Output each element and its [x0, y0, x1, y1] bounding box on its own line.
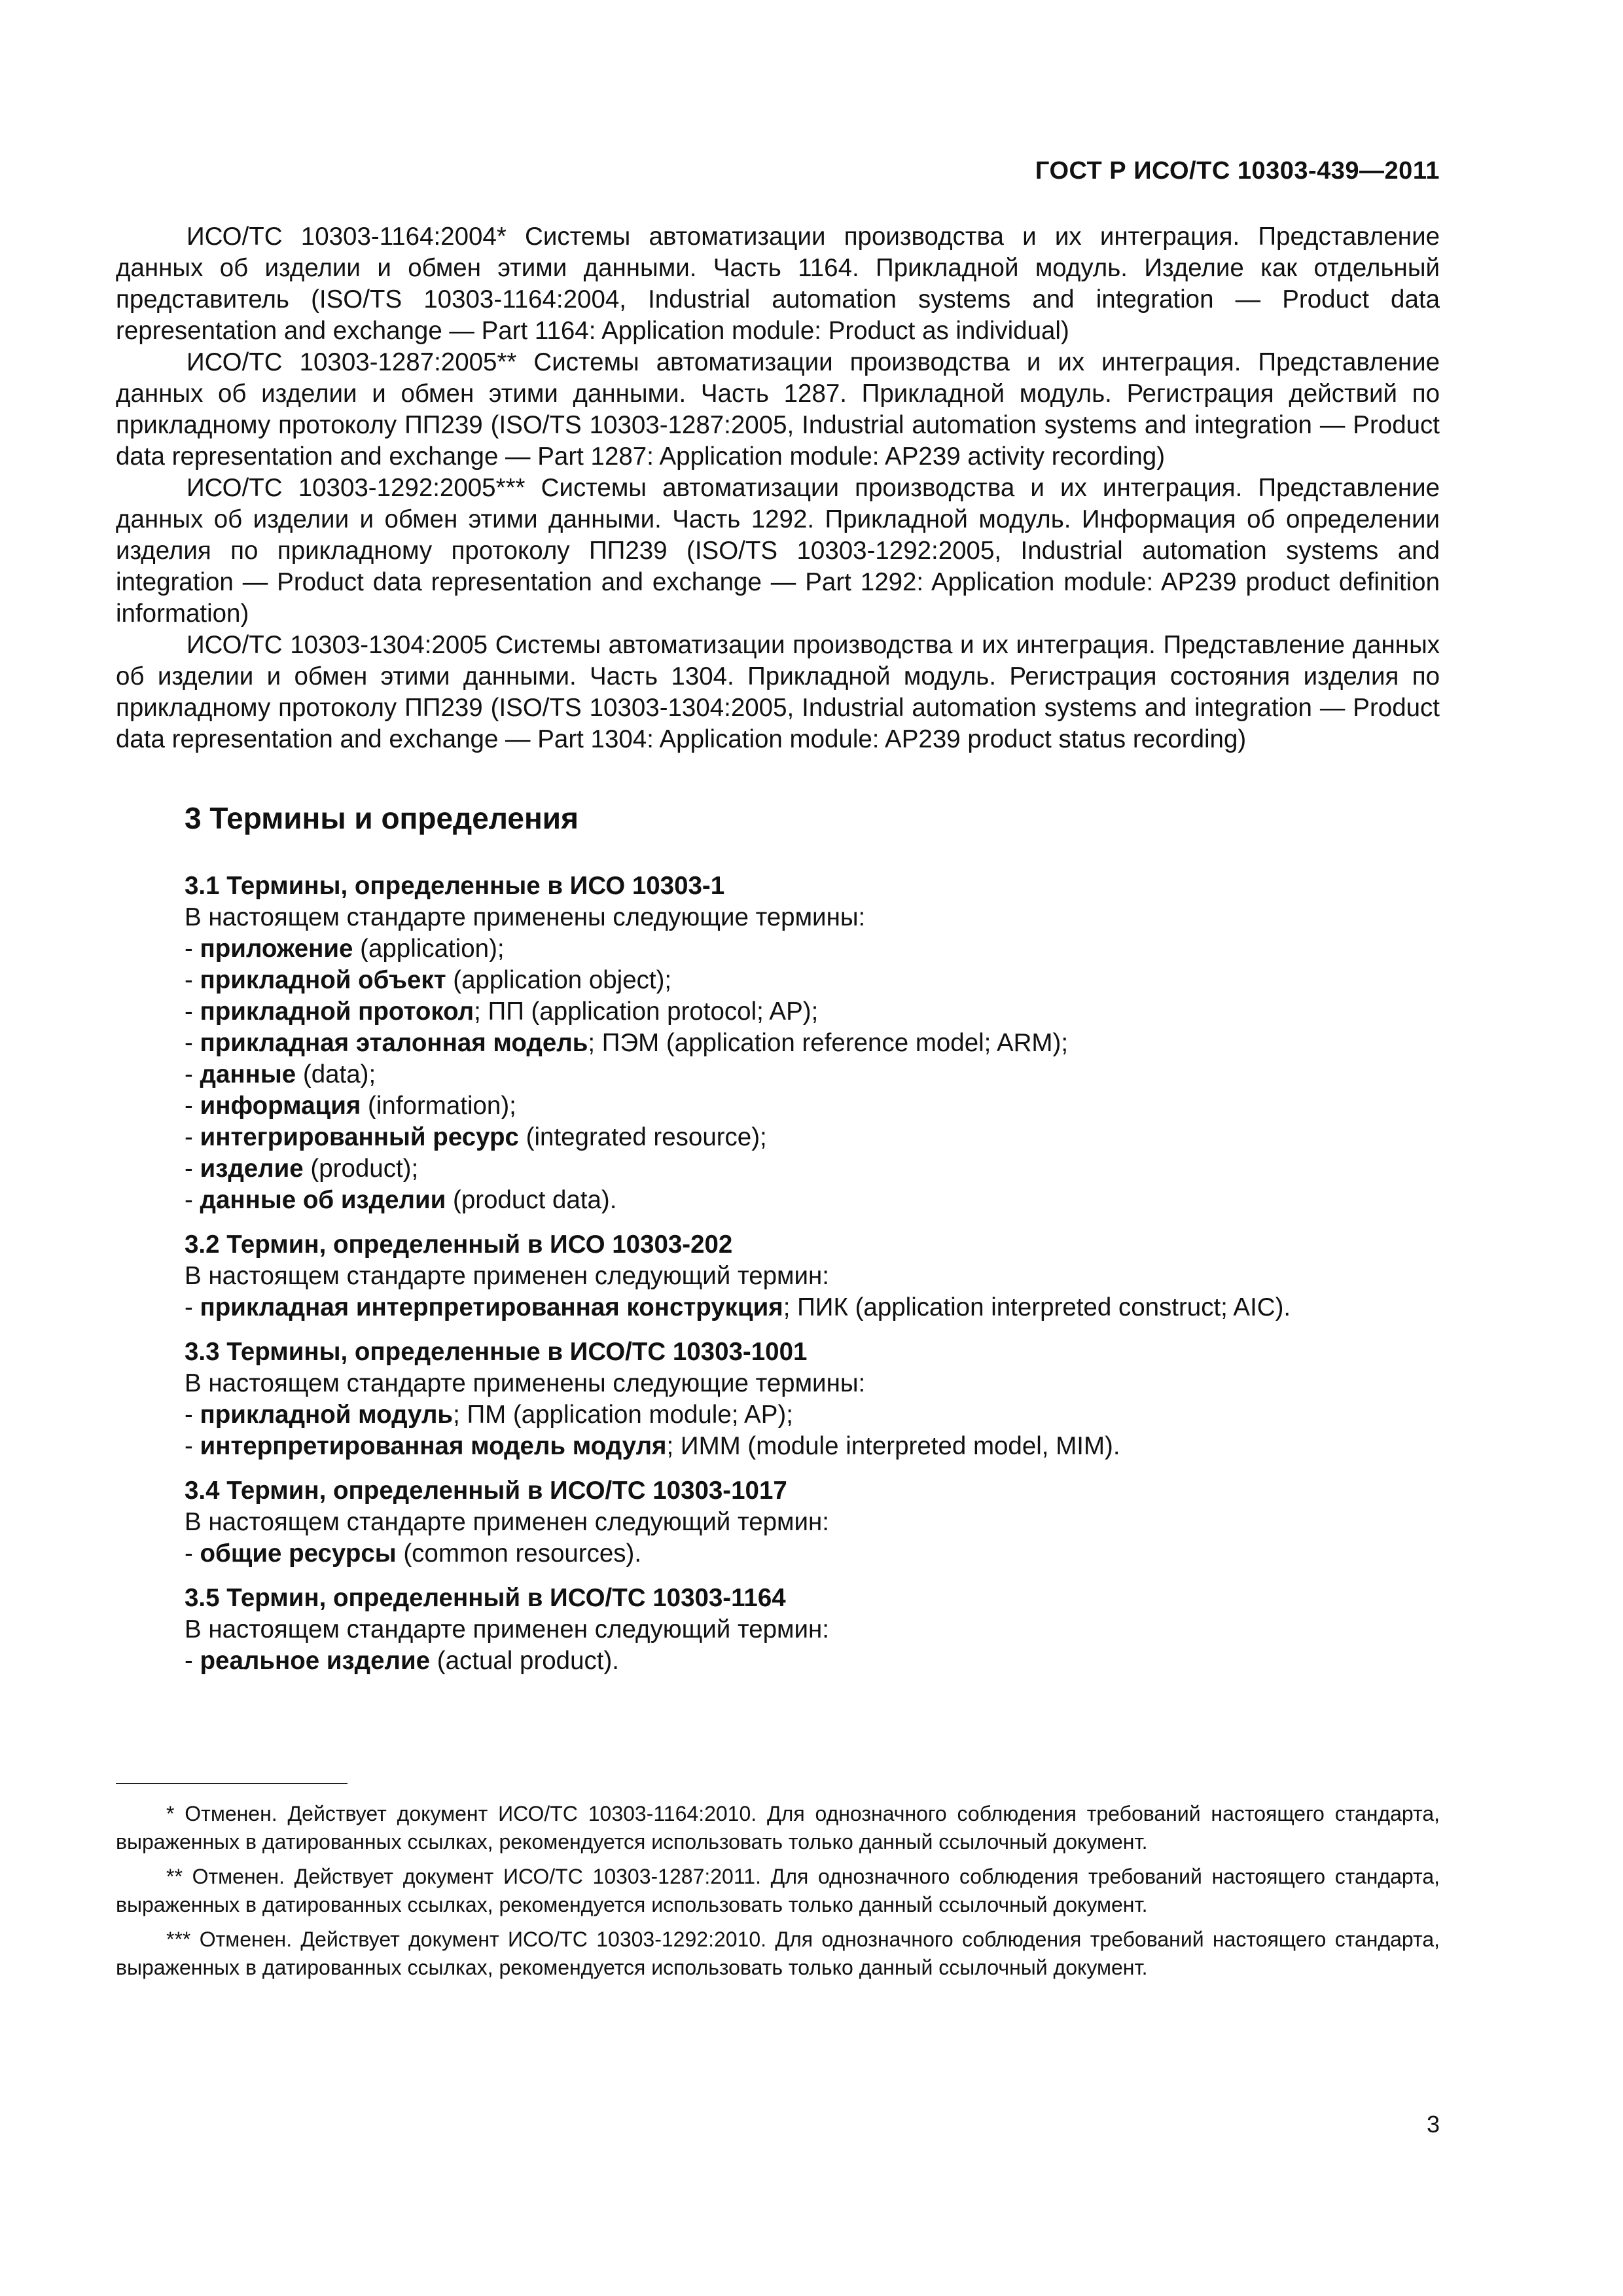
list-dash: -: [185, 966, 200, 994]
term-translation: (information);: [361, 1092, 516, 1120]
term-name: прикладной протокол: [200, 997, 474, 1026]
subsection-heading: 3.2 Термин, определенный в ИСО 10303-202: [185, 1230, 733, 1259]
footnote-3: *** Отменен. Действует документ ИСО/ТС 10303-1292:2010. Для однозначного соблюдения требований настоящего стандарта, выраженных в датированных ссылках, рекомендуется использовать только данный ссылочный документ.: [116, 1928, 1440, 1979]
page-content: [116, 221, 1440, 1690]
term-name: изделие: [200, 1155, 304, 1183]
term-item: [185, 1292, 1440, 1323]
term-item: [185, 1538, 1440, 1570]
subsection-3-3: [116, 1336, 1440, 1462]
term-item: [185, 1059, 1440, 1090]
intro-text: В настоящем стандарте применен следующий термин:: [185, 1262, 829, 1290]
term-translation: (application);: [353, 935, 505, 963]
term-name: информация: [200, 1092, 361, 1120]
term-item: [185, 1153, 1440, 1185]
term-item: [185, 1399, 1440, 1431]
list-dash: -: [185, 1092, 200, 1120]
term-translation: (application object);: [446, 966, 672, 994]
list-dash: -: [185, 1060, 200, 1088]
term-translation: (integrated resource);: [518, 1123, 767, 1151]
term-translation: ; ИММ (module interpreted model, MIM).: [666, 1432, 1120, 1460]
term-name: общие ресурсы: [200, 1539, 397, 1568]
term-name: прикладная эталонная модель: [200, 1029, 588, 1057]
term-item: [185, 1028, 1440, 1059]
term-name: данные об изделии: [200, 1186, 446, 1214]
footnote-divider: [116, 1783, 348, 1784]
term-item: [185, 1645, 1440, 1677]
term-item: [185, 1090, 1440, 1122]
term-name: прикладной объект: [200, 966, 446, 994]
subsection-heading: 3.5 Термин, определенный в ИСО/ТС 10303-1164: [185, 1584, 786, 1612]
term-name: интегрированный ресурс: [200, 1123, 519, 1151]
footnote-2: ** Отменен. Действует документ ИСО/ТС 10303-1287:2011. Для однозначного соблюдения требований настоящего стандарта, выраженных в датированных ссылках, рекомендуется использовать только данный ссылочный документ.: [116, 1865, 1440, 1916]
reference-1164: ИСО/ТС 10303-1164:2004* Системы автоматизации производства и их интеграция. Представление данных об изделии и обмен этими данными. Часть 1164. Прикладной модуль. Изделие как отдельный представитель (ISO/TS 10303-1164:2004, Industrial automation systems and integration — Product data representation and exchange — Part 1164: Application module: Product as individual): [116, 223, 1440, 345]
term-item: [185, 965, 1440, 996]
term-name: интерпретированная модель модуля: [200, 1432, 667, 1460]
term-item: [185, 996, 1440, 1028]
subsection-heading: 3.1 Термины, определенные в ИСО 10303-1: [185, 872, 725, 900]
term-translation: (data);: [296, 1060, 376, 1088]
list-dash: -: [185, 1123, 200, 1151]
term-translation: ; ПМ (application module; AP);: [453, 1401, 793, 1429]
term-translation: ; ПИК (application interpreted construct; AIC).: [783, 1293, 1291, 1321]
subsection-3-2: [116, 1229, 1440, 1323]
intro-text: В настоящем стандарте применены следующие термины:: [185, 903, 866, 931]
section-title: 3 Термины и определения: [185, 801, 579, 835]
term-translation: (actual product).: [430, 1647, 619, 1675]
subsection-heading: 3.3 Термины, определенные в ИСО/ТС 10303-1001: [185, 1338, 808, 1366]
subsection-heading: 3.4 Термин, определенный в ИСО/ТС 10303-1017: [185, 1477, 787, 1505]
term-translation: (product data).: [446, 1186, 617, 1214]
list-dash: -: [185, 1029, 200, 1057]
subsection-3-1: [116, 870, 1440, 1216]
term-item: [185, 1122, 1440, 1153]
footnotes: [116, 1800, 1440, 1988]
intro-text: В настоящем стандарте применены следующие термины:: [185, 1369, 866, 1397]
term-item: [185, 1185, 1440, 1216]
term-name: прикладной модуль: [200, 1401, 454, 1429]
page-number: 3: [1426, 2111, 1440, 2138]
reference-1292: ИСО/ТС 10303-1292:2005*** Системы автоматизации производства и их интеграция. Представление данных об изделии и обмен этими данными. Часть 1292. Прикладной модуль. Информация об определении изделия по прикладному протоколу ПП239 (ISO/TS 10303-1292:2005, Industrial automation systems and integration — Product data representation and exchange — Part 1292: Application module: AP239 product definition information): [116, 474, 1440, 628]
term-translation: (product);: [303, 1155, 419, 1183]
term-item: [185, 1431, 1440, 1462]
list-dash: -: [185, 997, 200, 1026]
subsection-3-5: [116, 1583, 1440, 1677]
list-dash: -: [185, 1432, 200, 1460]
term-name: приложение: [200, 935, 353, 963]
intro-text: В настоящем стандарте применен следующий термин:: [185, 1615, 829, 1643]
list-dash: -: [185, 1155, 200, 1183]
term-name: данные: [200, 1060, 296, 1088]
list-dash: -: [185, 1293, 200, 1321]
term-translation: ; ПП (application protocol; AP);: [474, 997, 819, 1026]
term-name: прикладная интерпретированная конструкция: [200, 1293, 783, 1321]
term-translation: ; ПЭМ (application reference model; ARM);: [588, 1029, 1069, 1057]
term-item: [185, 933, 1440, 965]
term-name: реальное изделие: [200, 1647, 431, 1675]
list-dash: -: [185, 935, 200, 963]
list-dash: -: [185, 1401, 200, 1429]
document-header: ГОСТ Р ИСО/ТС 10303-439—2011: [1035, 157, 1440, 185]
term-translation: (common resources).: [396, 1539, 642, 1568]
reference-1287: ИСО/ТС 10303-1287:2005** Системы автоматизации производства и их интеграция. Представление данных об изделии и обмен этими данными. Часть 1287. Прикладной модуль. Регистрация действий по прикладному протоколу ПП239 (ISO/TS 10303-1287:2005, Industrial automation systems and integration — Product data representation and exchange — Part 1287: Application module: AP239 activity recording): [116, 348, 1440, 471]
list-dash: -: [185, 1647, 200, 1675]
footnote-1: * Отменен. Действует документ ИСО/ТС 10303-1164:2010. Для однозначного соблюдения требований настоящего стандарта, выраженных в датированных ссылках, рекомендуется использовать только данный ссылочный документ.: [116, 1802, 1440, 1854]
reference-1304: ИСО/ТС 10303-1304:2005 Системы автоматизации производства и их интеграция. Представление данных об изделии и обмен этими данными. Часть 1304. Прикладной модуль. Регистрация состояния изделия по прикладному протоколу ПП239 (ISO/TS 10303-1304:2005, Industrial automation systems and integration — Product data representation and exchange — Part 1304: Application module: AP239 product status recording): [116, 631, 1440, 753]
intro-text: В настоящем стандарте применен следующий термин:: [185, 1508, 829, 1536]
list-dash: -: [185, 1186, 200, 1214]
subsection-3-4: [116, 1475, 1440, 1570]
list-dash: -: [185, 1539, 200, 1568]
